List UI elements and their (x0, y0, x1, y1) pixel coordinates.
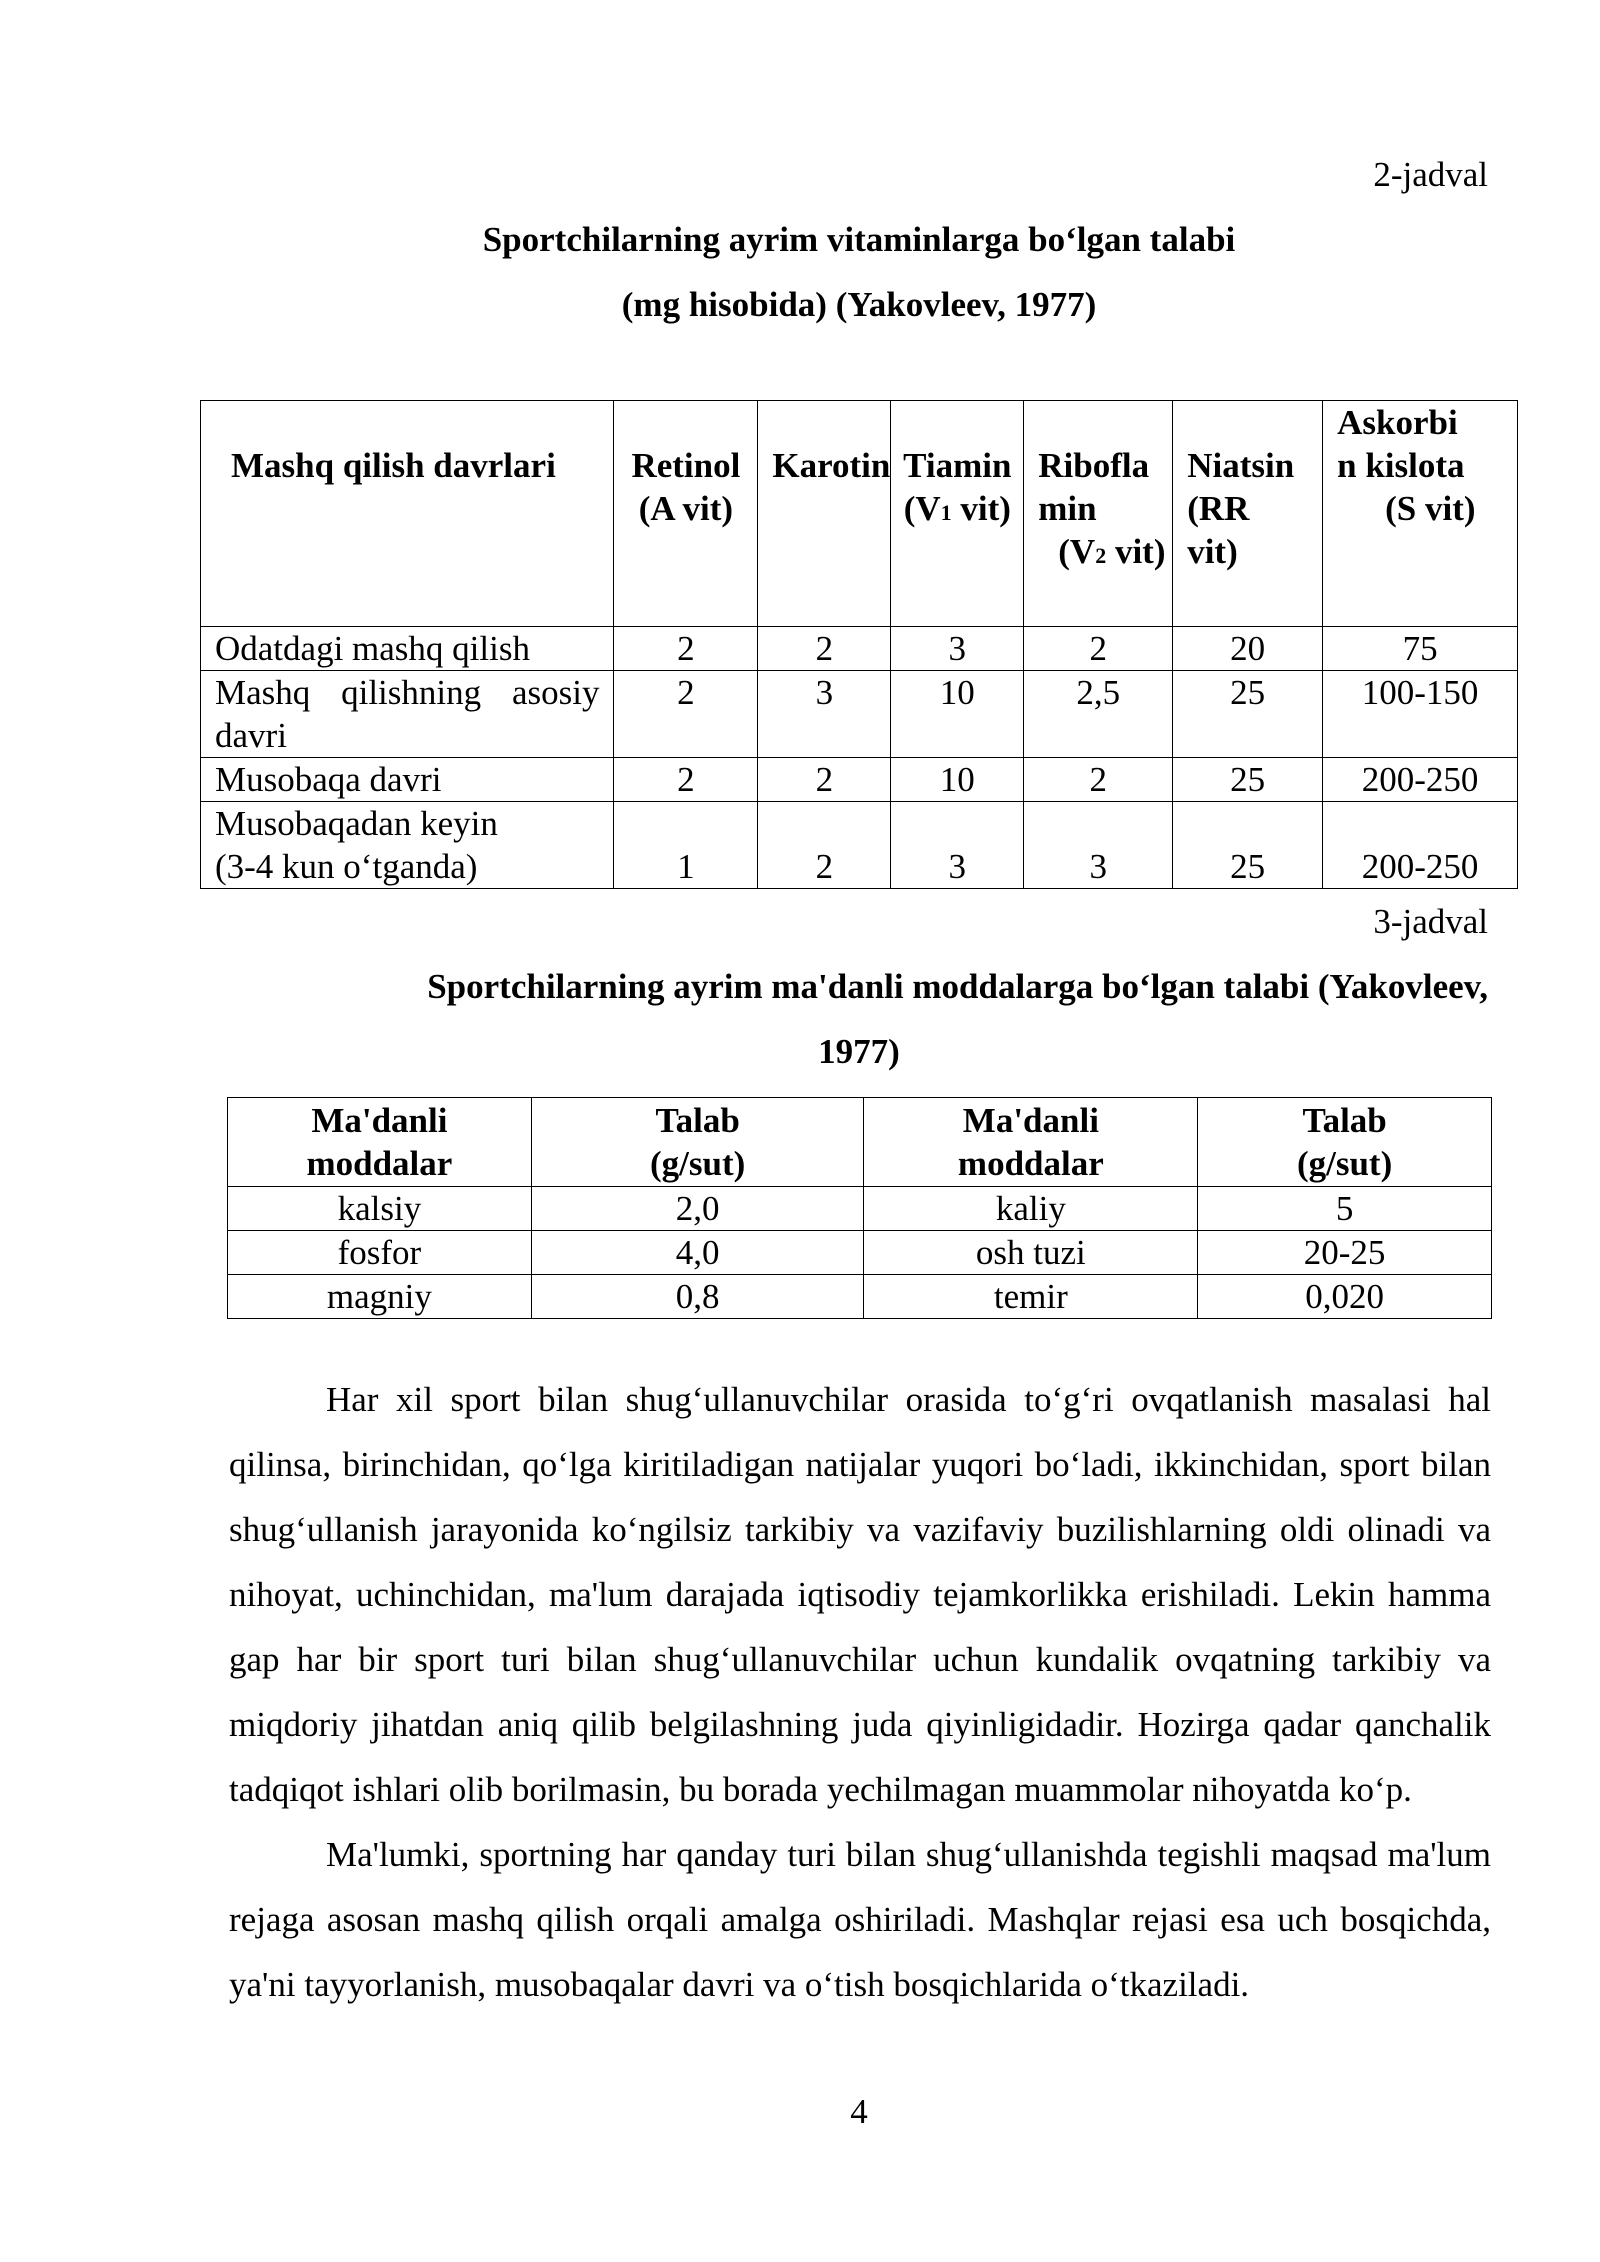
cell-mineral: temir (864, 1275, 1198, 1319)
header-mineral-2: Ma'danli moddalar (864, 1098, 1198, 1187)
cell-tiamin: 3 (891, 802, 1024, 889)
cell-riboflamin: 2,5 (1024, 671, 1173, 758)
mineral-requirements-table (227, 1097, 1492, 1319)
vitamin-requirements-table (200, 400, 1518, 889)
table-row (228, 1187, 1492, 1231)
cell-retinol: 1 (614, 802, 758, 889)
cell-niatsin: 25 (1173, 802, 1323, 889)
cell-requirement: 4,0 (531, 1231, 864, 1275)
cell-riboflamin: 2 (1024, 758, 1173, 802)
cell-askorbin: 200-250 (1323, 758, 1518, 802)
cell-mineral: osh tuzi (864, 1231, 1198, 1275)
table-row (228, 1275, 1492, 1319)
cell-retinol: 2 (614, 627, 758, 671)
header-tiamin: Tiamin (V1 vit) (891, 401, 1024, 627)
cell-askorbin: 200-250 (1323, 802, 1518, 889)
table-row (201, 802, 1518, 889)
cell-tiamin: 10 (891, 758, 1024, 802)
cell-tiamin: 3 (891, 627, 1024, 671)
cell-askorbin: 100-150 (1323, 671, 1518, 758)
row-label: Musobaqa davri (201, 758, 614, 802)
header-niatsin: Niatsin (RR vit) (1173, 401, 1323, 627)
cell-tiamin: 10 (891, 671, 1024, 758)
table-row (228, 1231, 1492, 1275)
cell-retinol: 2 (614, 671, 758, 758)
cell-karotin: 2 (758, 758, 891, 802)
cell-karotin: 2 (758, 802, 891, 889)
header-askorbin: Askorbi n kislota (S vit) (1323, 401, 1518, 627)
header-mineral-1: Ma'danli moddalar (228, 1098, 532, 1187)
table-label-2: 2-jadval (1373, 155, 1488, 194)
header-retinol: Retinol (A vit) (614, 401, 758, 627)
cell-mineral: kalsiy (228, 1187, 532, 1231)
cell-mineral: magniy (228, 1275, 532, 1319)
header-requirement-2: Talab (g/sut) (1198, 1098, 1492, 1187)
cell-niatsin: 25 (1173, 671, 1323, 758)
cell-askorbin: 75 (1323, 627, 1518, 671)
header-riboflamin: Ribofla min (V2 vit) (1024, 401, 1173, 627)
paragraph: Ma'lumki, sportning har qanday turi bilan shug‘ullanishda tegishli maqsad ma'lum rejaga asosan mashq qilish orqali amalga oshiriladi. Mashqlar rejasi esa uch bosqichda, ya'ni tayyorlanish, musobaqalar davri va o‘tish bosqichlarida o‘tkaziladi. (229, 1835, 1491, 2004)
cell-karotin: 3 (758, 671, 891, 758)
cell-riboflamin: 2 (1024, 627, 1173, 671)
cell-requirement: 0,8 (531, 1275, 864, 1319)
table2-title-line2: 1977) (818, 1032, 900, 1071)
body-text (229, 1367, 1491, 2017)
page-number: 4 (850, 2092, 868, 2131)
cell-requirement: 5 (1198, 1187, 1492, 1231)
table-label-3: 3-jadval (1373, 902, 1488, 941)
cell-mineral: kaliy (864, 1187, 1198, 1231)
cell-riboflamin: 3 (1024, 802, 1173, 889)
cell-karotin: 2 (758, 627, 891, 671)
cell-requirement: 2,0 (531, 1187, 864, 1231)
table-row (201, 627, 1518, 671)
cell-niatsin: 20 (1173, 627, 1323, 671)
cell-niatsin: 25 (1173, 758, 1323, 802)
row-label: Mashq qilishning asosiy davri (201, 671, 614, 758)
cell-requirement: 0,020 (1198, 1275, 1492, 1319)
cell-requirement: 20-25 (1198, 1231, 1492, 1275)
table-row (201, 758, 1518, 802)
header-period: Mashq qilish davrlari (201, 401, 614, 627)
cell-retinol: 2 (614, 758, 758, 802)
cell-mineral: fosfor (228, 1231, 532, 1275)
table-header-row (228, 1098, 1492, 1187)
row-label: Odatdagi mashq qilish (201, 627, 614, 671)
table2-title-line1: Sportchilarning ayrim ma'danli moddalarga bo‘lgan talabi (Yakovleev, (427, 967, 1488, 1006)
table-header-row (201, 401, 1518, 627)
table1-title-line2: (mg hisobida) (Yakovleev, 1977) (621, 285, 1097, 324)
header-karotin: Karotin (758, 401, 891, 627)
row-label: Musobaqadan keyin (3-4 kun o‘tganda) (201, 802, 614, 889)
header-requirement-1: Talab (g/sut) (531, 1098, 864, 1187)
table1-title-line1: Sportchilarning ayrim vitaminlarga bo‘lgan talabi (482, 220, 1236, 259)
table-row (201, 671, 1518, 758)
paragraph: Har xil sport bilan shug‘ullanuvchilar orasida to‘g‘ri ovqatlanish masalasi hal qilinsa, birinchidan, qo‘lga kiritiladigan natijalar yuqori bo‘ladi, ikkinchidan, sport bilan shug‘ullanish jarayonida ko‘ngilsiz tarkibiy va vazifaviy buzilishlarning oldi olinadi va nihoyat, uchinchidan, ma'lum darajada iqtisodiy tejamkorlikka erishiladi. Lekin hamma gap har bir sport turi bilan shug‘ullanuvchilar uchun kundalik ovqatning tarkibiy va miqdoriy jihatdan aniq qilib belgilashning juda qiyinligidadir. Hozirga qadar qanchalik tadqiqot ishlari olib borilmasin, bu borada yechilmagan muammolar nihoyatda ko‘p. (229, 1380, 1491, 1809)
